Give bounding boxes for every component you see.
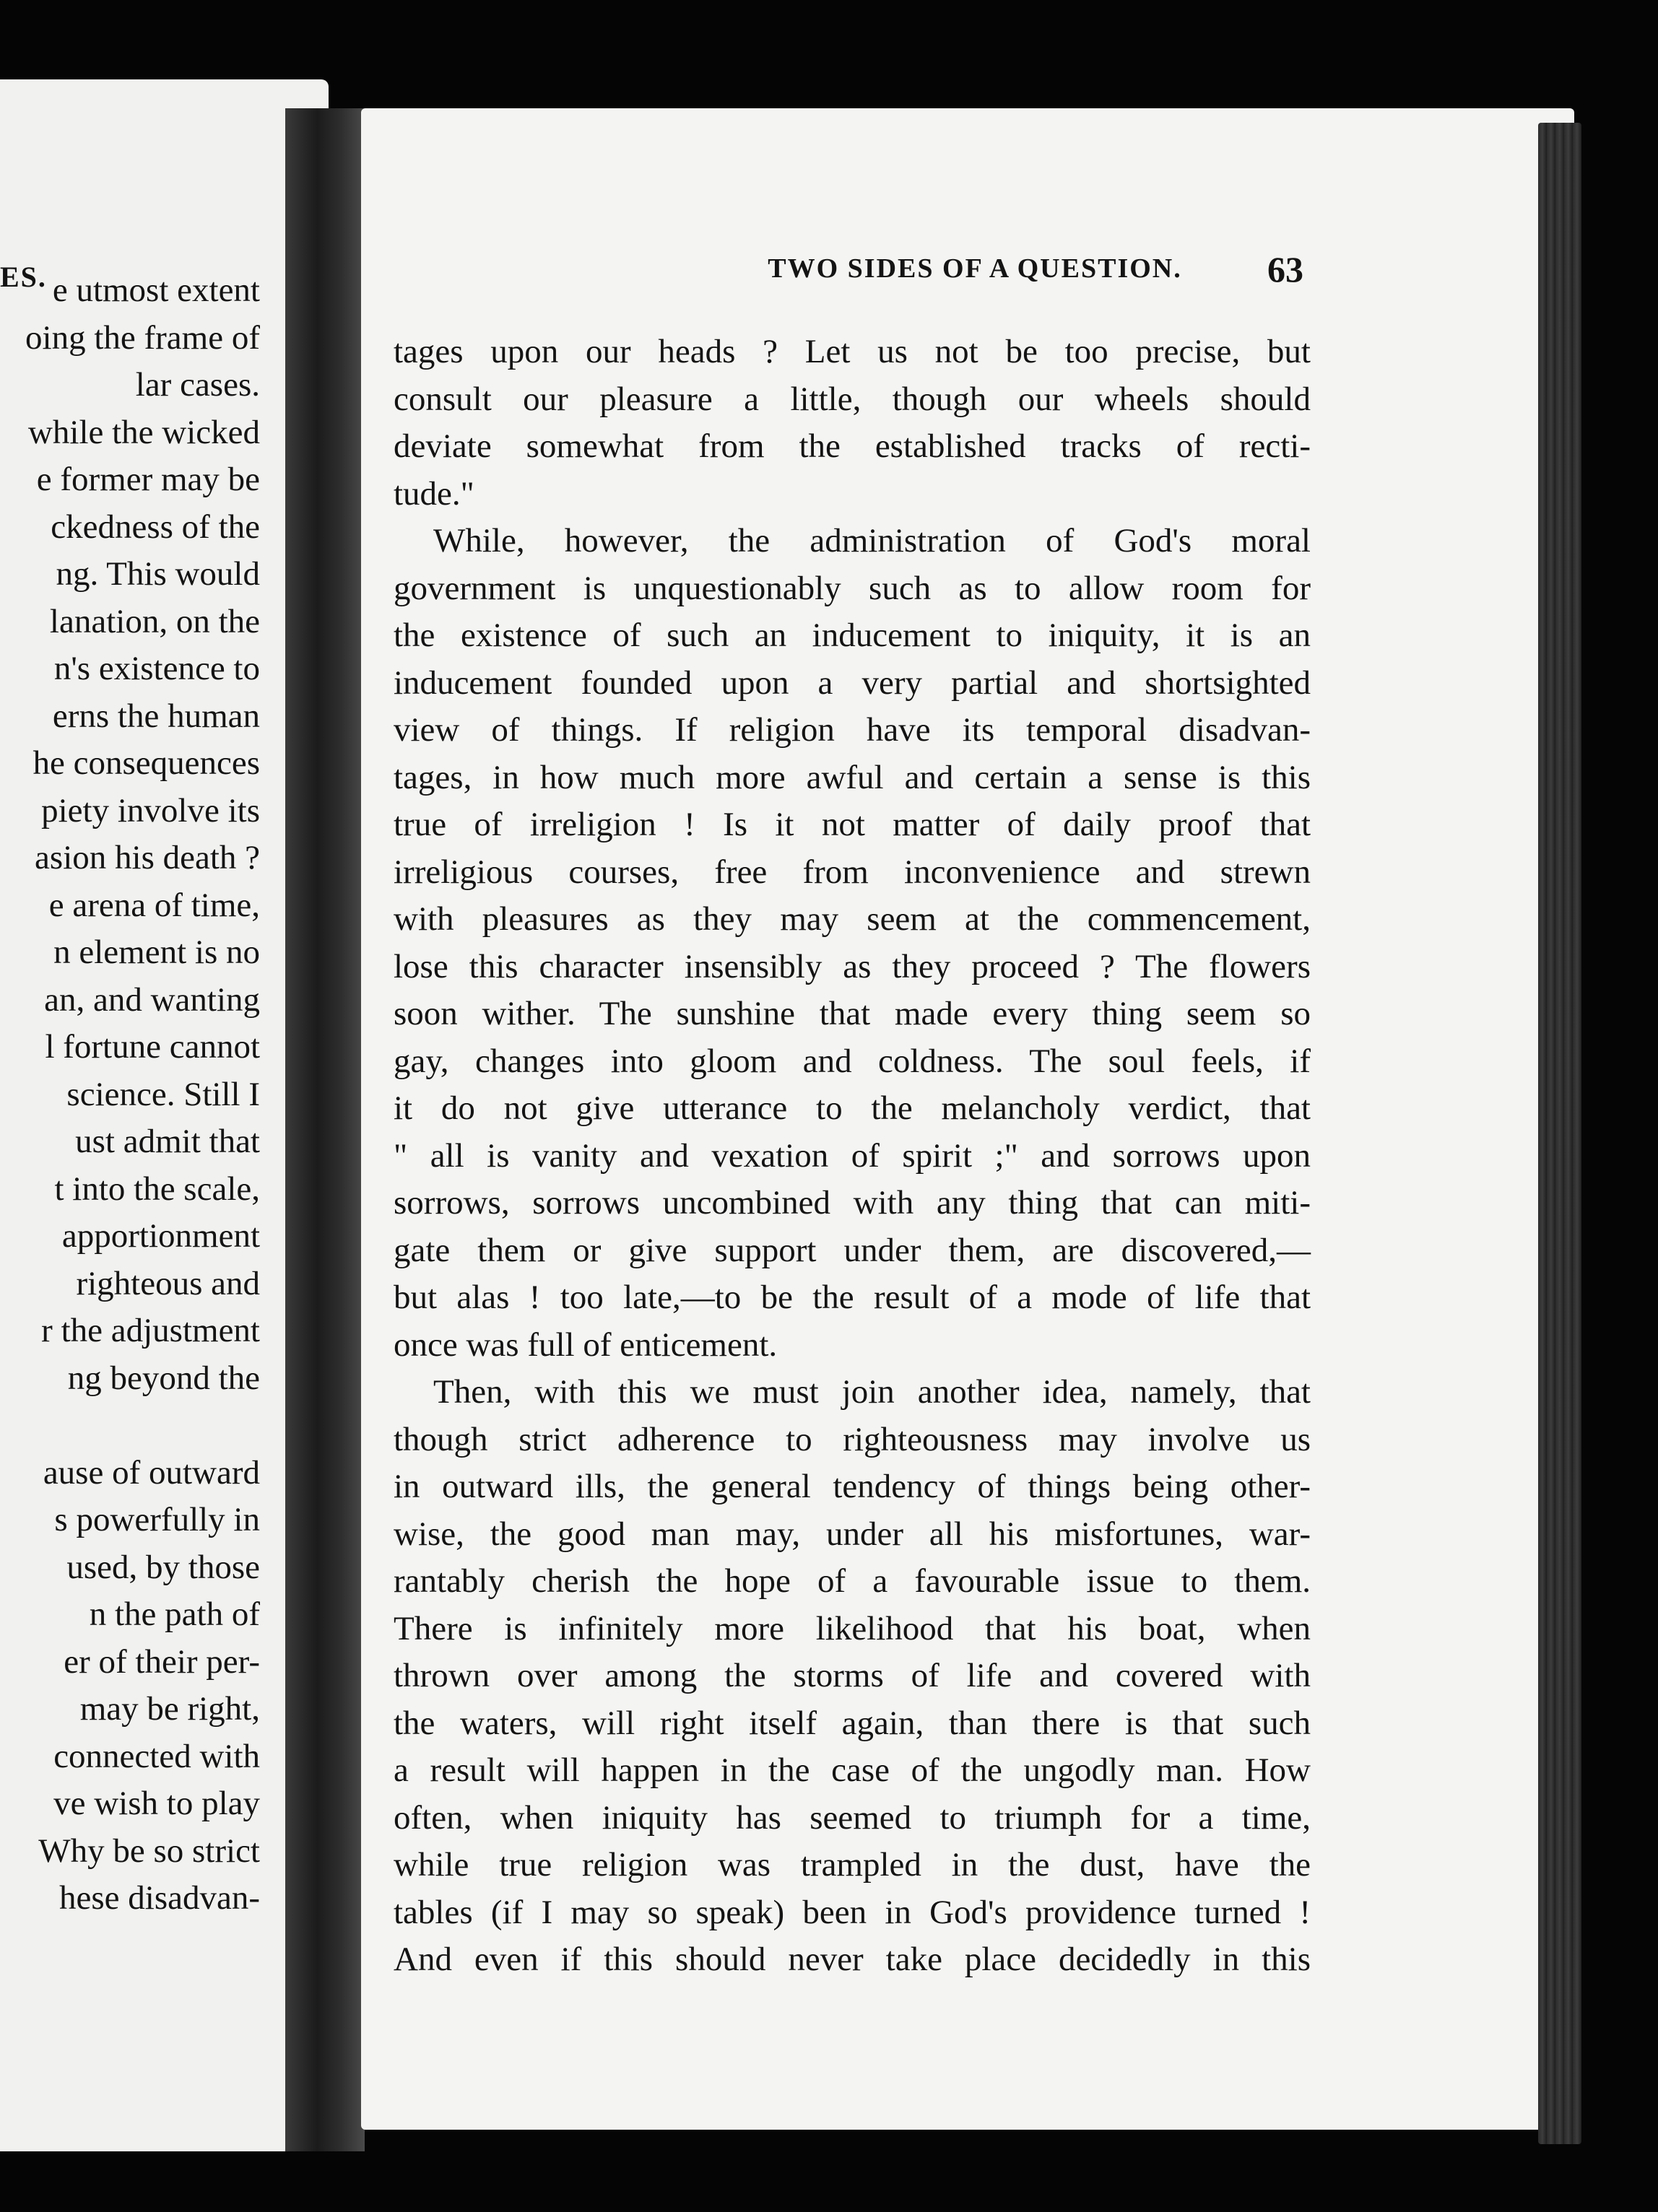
text-line: the waters, will right itself again, than there is that such: [394, 1704, 1311, 1742]
text-line: view of things. If religion have its temporal disadvan-: [394, 711, 1311, 749]
left-text-line: n the path of: [89, 1595, 260, 1633]
left-text-line: lar cases.: [135, 366, 260, 404]
left-text-line: e former may be: [36, 461, 260, 498]
left-page-text: [0, 267, 260, 1923]
text-line: inducement founded upon a very partial and shortsighted: [394, 663, 1311, 702]
left-text-line: ng beyond the: [67, 1359, 260, 1397]
text-line: sorrows, sorrows uncombined with any thing that can miti-: [394, 1184, 1311, 1222]
text-line: gate them or give support under them, are discovered,—: [394, 1231, 1311, 1269]
text-line: tables (if I may so speak) been in God's providence turned !: [394, 1893, 1311, 1931]
text-line: once was full of enticement.: [394, 1325, 778, 1364]
left-text-line: apportionment: [61, 1217, 260, 1255]
left-text-line: ve wish to play: [53, 1785, 260, 1822]
left-text-line: [0, 1402, 260, 1450]
left-text-line: s powerfully in: [54, 1501, 260, 1538]
text-line: thrown over among the storms of life and covered with: [394, 1657, 1311, 1694]
text-line: tages upon our heads ? Let us not be too precise, but: [394, 333, 1311, 370]
page-number: 63: [1267, 249, 1303, 289]
text-line: irreligious courses, free from inconvenience and strewn: [394, 853, 1311, 891]
right-page-text: [394, 328, 1311, 1984]
left-text-line: hese disadvan-: [59, 1879, 260, 1917]
left-text-line: science. Still I: [66, 1075, 260, 1113]
left-text-line: l fortune cannot: [45, 1028, 260, 1066]
text-line: a result will happen in the case of the ungodly man. How: [394, 1751, 1311, 1789]
left-text-line: ust admit that: [75, 1123, 260, 1160]
left-text-line: may be right,: [79, 1690, 260, 1728]
running-header: TWO SIDES OF A QUESTION.: [768, 253, 1182, 284]
text-line: often, when iniquity has seemed to triumph for a time,: [394, 1798, 1311, 1837]
page-edges: [1538, 123, 1581, 2144]
left-text-line: n's existence to: [53, 650, 260, 687]
text-line: tude.": [394, 474, 474, 513]
left-text-line: er of their per-: [64, 1642, 260, 1681]
text-line: deviate somewhat from the established tracks of recti-: [394, 427, 1311, 465]
left-text-line: oing the frame of: [25, 318, 260, 357]
text-line: government is unquestionably such as to allow room for: [394, 569, 1311, 607]
left-text-line: used, by those: [66, 1548, 260, 1586]
text-line: it do not give utterance to the melancholy verdict, that: [394, 1089, 1311, 1127]
left-text-line: ng. This would: [56, 555, 260, 593]
left-text-line: while the wicked: [27, 413, 260, 451]
left-text-line: e utmost extent: [52, 271, 260, 309]
text-line: While, however, the administration of God's moral: [433, 522, 1311, 559]
left-text-line: t into the scale,: [54, 1170, 260, 1208]
text-line: but alas ! too late,—to be the result of a mode of life that: [394, 1279, 1311, 1316]
text-line: with pleasures as they may seem at the commencement,: [394, 900, 1311, 938]
book-gutter: [285, 108, 365, 2151]
left-text-line: righteous and: [76, 1264, 260, 1302]
left-text-line: n element is no: [53, 933, 260, 971]
left-text-line: ause of outward: [43, 1453, 260, 1492]
left-text-line: erns the human: [52, 697, 260, 735]
left-text-line: e arena of time,: [48, 886, 260, 924]
text-line: " all is vanity and vexation of spirit ;" and sorrows upon: [394, 1136, 1311, 1175]
left-running-header: ES.: [0, 261, 47, 293]
text-line: in outward ills, the general tendency of things being other-: [394, 1468, 1311, 1505]
text-line: soon wither. The sunshine that made every thing seem so: [394, 995, 1311, 1032]
left-text-line: he consequences: [32, 744, 260, 782]
text-line: rantably cherish the hope of a favourable issue to them.: [394, 1562, 1311, 1600]
text-line: while true religion was trampled in the dust, have the: [394, 1846, 1311, 1884]
left-text-line: piety involve its: [41, 791, 260, 830]
text-line: true of irreligion ! Is it not matter of daily proof that: [394, 806, 1311, 843]
left-text-line: ckedness of the: [51, 508, 260, 546]
text-line: the existence of such an inducement to iniquity, it is an: [394, 617, 1311, 654]
text-line: Then, with this we must join another idea, namely, that: [433, 1373, 1311, 1411]
left-text-line: asion his death ?: [35, 839, 260, 876]
left-text-line: an, and wanting: [44, 980, 260, 1019]
left-text-line: Why be so strict: [38, 1832, 260, 1870]
text-line: There is infinitely more likelihood that his boat, when: [394, 1609, 1311, 1647]
text-line: gay, changes into gloom and coldness. The soul feels, if: [394, 1042, 1311, 1080]
text-line: tages, in how much more awful and certain a sense is this: [394, 758, 1311, 796]
text-line: lose this character insensibly as they proceed ? The flowers: [394, 947, 1311, 985]
left-text-line: r the adjustment: [41, 1312, 260, 1349]
left-text-line: lanation, on the: [49, 602, 260, 640]
text-line: And even if this should never take place decidedly in this: [394, 1941, 1311, 1978]
text-line: wise, the good man may, under all his misfortunes, war-: [394, 1515, 1311, 1553]
text-line: consult our pleasure a little, though our wheels should: [394, 380, 1311, 418]
text-line: though strict adherence to righteousness may involve us: [394, 1420, 1311, 1458]
left-text-line: connected with: [53, 1737, 260, 1775]
